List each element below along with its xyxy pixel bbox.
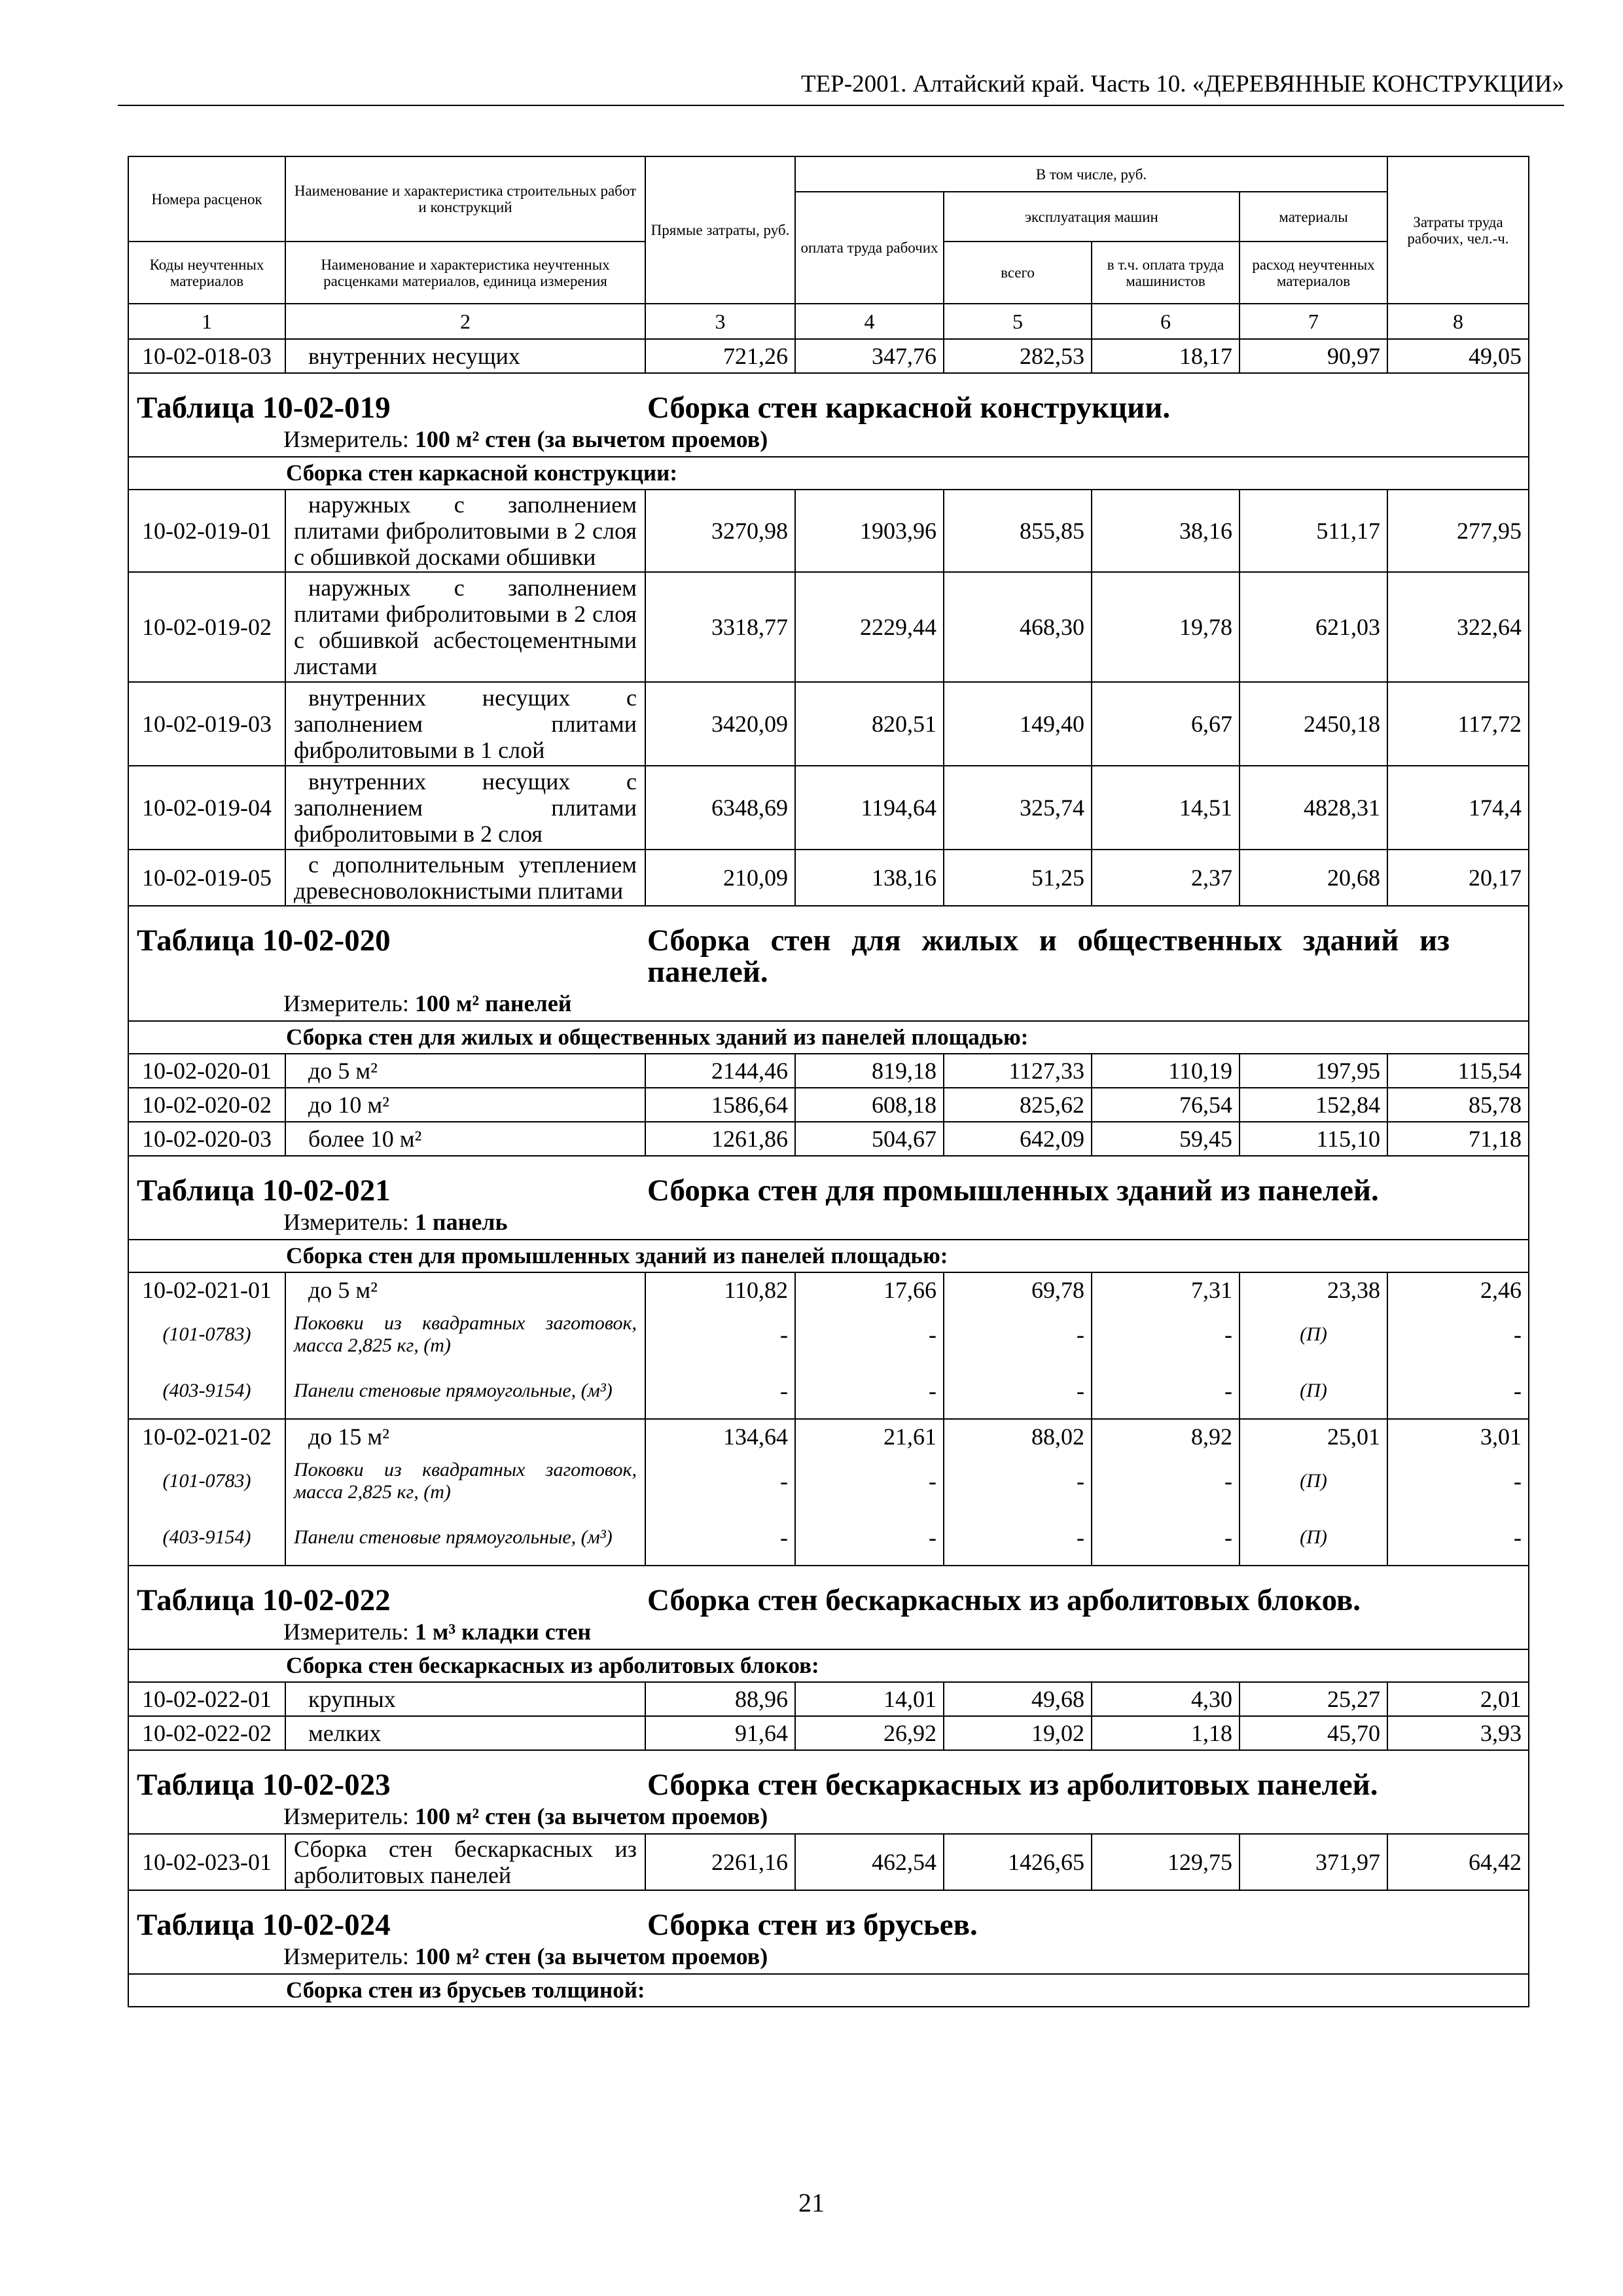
- row-name: более 10 м²: [285, 1122, 645, 1156]
- row-name: наружных с заполнением плитами фибролитовыми в 2 слоя с обшивкой асбестоцементными листами: [285, 572, 645, 682]
- labor-hours: 117,72: [1387, 682, 1529, 766]
- material-row: [128, 1509, 1529, 1566]
- table-number: Таблица 10-02-021: [137, 1174, 391, 1208]
- machine-cost: -: [944, 1306, 1092, 1363]
- table-number: Таблица 10-02-022: [137, 1583, 391, 1617]
- materials-cost: 115,10: [1240, 1122, 1387, 1156]
- operator-cost: 7,31: [1092, 1272, 1240, 1306]
- operator-cost: 8,92: [1092, 1419, 1240, 1453]
- col4-header: оплата труда рабочих: [795, 192, 944, 304]
- table-title: Сборка стен бескаркасных из арболитовых блоков.: [647, 1583, 1361, 1617]
- table-row: [128, 339, 1529, 373]
- labor-hours: 3,01: [1387, 1419, 1529, 1453]
- table-row: [128, 572, 1529, 682]
- row-code: 10-02-022-01: [128, 1682, 285, 1716]
- material-name: Панели стеновые прямоугольные, (м³): [285, 1509, 645, 1566]
- direct-cost: 3270,98: [645, 490, 795, 572]
- operator-cost: 18,17: [1092, 339, 1240, 373]
- labor-cost: 608,18: [795, 1088, 944, 1122]
- row-code: 10-02-021-02: [128, 1419, 285, 1453]
- direct-cost: 88,96: [645, 1682, 795, 1716]
- material-row: [128, 1453, 1529, 1509]
- direct-cost: -: [645, 1306, 795, 1363]
- machine-cost: 825,62: [944, 1088, 1092, 1122]
- labor-cost: 17,66: [795, 1272, 944, 1306]
- table-heading: [128, 1156, 1529, 1240]
- machine-cost: -: [944, 1509, 1092, 1566]
- material-code: (403-9154): [128, 1363, 285, 1419]
- table-heading: [128, 373, 1529, 457]
- machine-cost: -: [944, 1453, 1092, 1509]
- operator-cost: 14,51: [1092, 766, 1240, 850]
- direct-cost: 210,09: [645, 850, 795, 906]
- row-name: мелких: [285, 1716, 645, 1750]
- measure-unit: Измеритель: 100 м² стен (за вычетом проемов): [283, 1943, 768, 1969]
- row-code: 10-02-020-01: [128, 1054, 285, 1088]
- operator-cost: 129,75: [1092, 1834, 1240, 1890]
- materials-cost: 25,27: [1240, 1682, 1387, 1716]
- operator-cost: 6,67: [1092, 682, 1240, 766]
- table-number: Таблица 10-02-024: [137, 1908, 391, 1942]
- col-number: 3: [645, 304, 795, 339]
- table-title: Сборка стен из брусьев.: [647, 1908, 978, 1942]
- operator-cost: 76,54: [1092, 1088, 1240, 1122]
- measure-unit: Измеритель: 100 м² панелей: [283, 990, 572, 1016]
- table-number: Таблица 10-02-023: [137, 1768, 391, 1802]
- table-heading: [128, 1566, 1529, 1649]
- machine-cost: 325,74: [944, 766, 1092, 850]
- col-number: 1: [128, 304, 285, 339]
- table-title: Сборка стен бескаркасных из арболитовых панелей.: [647, 1768, 1378, 1802]
- running-header: ТЕР-2001. Алтайский край. Часть 10. «ДЕРЕВЯННЫЕ КОНСТРУКЦИИ»: [118, 64, 1564, 106]
- incl-header: В том числе, руб.: [795, 156, 1387, 192]
- table-row: [128, 766, 1529, 850]
- materials-cost: 23,38: [1240, 1272, 1387, 1306]
- material-row: [128, 1363, 1529, 1419]
- machine-cost: 69,78: [944, 1272, 1092, 1306]
- direct-cost: 134,64: [645, 1419, 795, 1453]
- materials-cost: (П): [1240, 1363, 1387, 1419]
- table-row: [128, 850, 1529, 906]
- labor-cost: 26,92: [795, 1716, 944, 1750]
- machine-cost: 468,30: [944, 572, 1092, 682]
- material-code: (101-0783): [128, 1306, 285, 1363]
- machines-header: эксплуатация машин: [944, 192, 1240, 242]
- table-row: [128, 1122, 1529, 1156]
- table-title: Сборка стен для промышленных зданий из панелей.: [647, 1174, 1379, 1208]
- row-name: Сборка стен бескаркасных из арболитовых панелей: [285, 1834, 645, 1890]
- operator-cost: 59,45: [1092, 1122, 1240, 1156]
- labor-hours: 3,93: [1387, 1716, 1529, 1750]
- materials-cost: (П): [1240, 1509, 1387, 1566]
- direct-cost: -: [645, 1453, 795, 1509]
- materials-cost: 2450,18: [1240, 682, 1387, 766]
- row-code: 10-02-019-01: [128, 490, 285, 572]
- col-number: 6: [1092, 304, 1240, 339]
- machine-cost: 19,02: [944, 1716, 1092, 1750]
- col3-header: Прямые затраты, руб.: [645, 156, 795, 304]
- price-table: [128, 156, 1529, 2007]
- labor-cost: 21,61: [795, 1419, 944, 1453]
- direct-cost: 1586,64: [645, 1088, 795, 1122]
- material-name: Панели стеновые прямоугольные, (м³): [285, 1363, 645, 1419]
- table-row: [128, 1419, 1529, 1453]
- col-number: 7: [1240, 304, 1387, 339]
- operator-cost: -: [1092, 1306, 1240, 1363]
- page-number: 21: [798, 2188, 825, 2217]
- row-name: внутренних несущих с заполнением плитами фибролитовыми в 2 слоя: [285, 766, 645, 850]
- operator-cost: 38,16: [1092, 490, 1240, 572]
- operator-cost: 4,30: [1092, 1682, 1240, 1716]
- labor-cost: 1194,64: [795, 766, 944, 850]
- labor-cost: -: [795, 1453, 944, 1509]
- labor-hours: 85,78: [1387, 1088, 1529, 1122]
- col-number: 4: [795, 304, 944, 339]
- row-code: 10-02-019-05: [128, 850, 285, 906]
- table-row: [128, 1088, 1529, 1122]
- table-heading: [128, 906, 1529, 1021]
- labor-cost: -: [795, 1306, 944, 1363]
- col-number: 5: [944, 304, 1092, 339]
- machine-cost: -: [944, 1363, 1092, 1419]
- direct-cost: -: [645, 1509, 795, 1566]
- labor-hours: -: [1387, 1363, 1529, 1419]
- col-number: 2: [285, 304, 645, 339]
- labor-hours: -: [1387, 1306, 1529, 1363]
- labor-hours: 71,18: [1387, 1122, 1529, 1156]
- table-heading: [128, 1890, 1529, 1974]
- table-number: Таблица 10-02-019: [137, 391, 391, 425]
- col1-header-b: Коды неучтенных материалов: [128, 242, 285, 304]
- table-title: Сборка стен для жилых и общественных зданий из панелей.: [647, 924, 1450, 989]
- table-title: Сборка стен каркасной конструкции.: [647, 391, 1171, 425]
- operator-cost: 2,37: [1092, 850, 1240, 906]
- labor-cost: 347,76: [795, 339, 944, 373]
- labor-cost: 2229,44: [795, 572, 944, 682]
- labor-cost: -: [795, 1363, 944, 1419]
- labor-cost: 1903,96: [795, 490, 944, 572]
- operator-cost: 110,19: [1092, 1054, 1240, 1088]
- labor-cost: 504,67: [795, 1122, 944, 1156]
- labor-hours: 64,42: [1387, 1834, 1529, 1890]
- direct-cost: 3420,09: [645, 682, 795, 766]
- labor-hours: 2,01: [1387, 1682, 1529, 1716]
- measure-unit: Измеритель: 100 м² стен (за вычетом проемов): [283, 426, 768, 452]
- group-heading: Сборка стен каркасной конструкции:: [128, 457, 1529, 490]
- labor-cost: 14,01: [795, 1682, 944, 1716]
- direct-cost: 1261,86: [645, 1122, 795, 1156]
- labor-cost: 462,54: [795, 1834, 944, 1890]
- materials-cost: (П): [1240, 1453, 1387, 1509]
- direct-cost: 110,82: [645, 1272, 795, 1306]
- materials-cost: 25,01: [1240, 1419, 1387, 1453]
- machine-cost: 642,09: [944, 1122, 1092, 1156]
- row-code: 10-02-020-03: [128, 1122, 285, 1156]
- machine-cost: 1127,33: [944, 1054, 1092, 1088]
- materials-cost: 371,97: [1240, 1834, 1387, 1890]
- materials-cost: 197,95: [1240, 1054, 1387, 1088]
- machine-cost: 855,85: [944, 490, 1092, 572]
- col-number: 8: [1387, 304, 1529, 339]
- labor-hours: 115,54: [1387, 1054, 1529, 1088]
- col5-header: всего: [944, 242, 1092, 304]
- direct-cost: 6348,69: [645, 766, 795, 850]
- materials-cost: 511,17: [1240, 490, 1387, 572]
- row-name: с дополнительным утеплением древесноволокнистыми плитами: [285, 850, 645, 906]
- row-code: 10-02-019-04: [128, 766, 285, 850]
- materials-cost: 152,84: [1240, 1088, 1387, 1122]
- table-row: [128, 1682, 1529, 1716]
- row-code: 10-02-022-02: [128, 1716, 285, 1750]
- measure-unit: Измеритель: 1 панель: [283, 1209, 508, 1235]
- group-heading: Сборка стен бескаркасных из арболитовых блоков:: [128, 1649, 1529, 1682]
- labor-hours: 277,95: [1387, 490, 1529, 572]
- table-row: [128, 682, 1529, 766]
- col1-header-a: Номера расценок: [128, 156, 285, 242]
- row-name: наружных с заполнением плитами фибролитовыми в 2 слоя с обшивкой досками обшивки: [285, 490, 645, 572]
- table-row: [128, 1834, 1529, 1890]
- table-row: [128, 1716, 1529, 1750]
- labor-hours: 20,17: [1387, 850, 1529, 906]
- operator-cost: 19,78: [1092, 572, 1240, 682]
- row-name: внутренних несущих: [285, 339, 645, 373]
- direct-cost: 91,64: [645, 1716, 795, 1750]
- labor-hours: 49,05: [1387, 339, 1529, 373]
- labor-hours: -: [1387, 1509, 1529, 1566]
- group-heading: Сборка стен для промышленных зданий из панелей площадью:: [128, 1240, 1529, 1272]
- labor-cost: 819,18: [795, 1054, 944, 1088]
- col7-header: расход неучтенных материалов: [1240, 242, 1387, 304]
- materials-cost: (П): [1240, 1306, 1387, 1363]
- measure-unit: Измеритель: 100 м² стен (за вычетом проемов): [283, 1803, 768, 1829]
- direct-cost: 2144,46: [645, 1054, 795, 1088]
- material-name: Поковки из квадратных заготовок, масса 2,825 кг, (т): [285, 1453, 645, 1509]
- table-heading: [128, 1750, 1529, 1834]
- machine-cost: 88,02: [944, 1419, 1092, 1453]
- labor-cost: 820,51: [795, 682, 944, 766]
- machine-cost: 1426,65: [944, 1834, 1092, 1890]
- direct-cost: 721,26: [645, 339, 795, 373]
- labor-hours: 322,64: [1387, 572, 1529, 682]
- labor-cost: -: [795, 1509, 944, 1566]
- material-code: (403-9154): [128, 1509, 285, 1566]
- table-number: Таблица 10-02-020: [137, 924, 391, 958]
- col6-header: в т.ч. оплата труда машинистов: [1092, 242, 1240, 304]
- col2-header-a: Наименование и характеристика строительных работ и конструкций: [285, 156, 645, 242]
- materials-header: материалы: [1240, 192, 1387, 242]
- row-name: до 15 м²: [285, 1419, 645, 1453]
- operator-cost: -: [1092, 1453, 1240, 1509]
- row-name: до 5 м²: [285, 1272, 645, 1306]
- operator-cost: -: [1092, 1363, 1240, 1419]
- operator-cost: 1,18: [1092, 1716, 1240, 1750]
- materials-cost: 621,03: [1240, 572, 1387, 682]
- machine-cost: 282,53: [944, 339, 1092, 373]
- table-row: [128, 1054, 1529, 1088]
- row-name: до 5 м²: [285, 1054, 645, 1088]
- materials-cost: 90,97: [1240, 339, 1387, 373]
- direct-cost: -: [645, 1363, 795, 1419]
- row-name: внутренних несущих с заполнением плитами фибролитовыми в 1 слой: [285, 682, 645, 766]
- row-code: 10-02-018-03: [128, 339, 285, 373]
- row-code: 10-02-019-03: [128, 682, 285, 766]
- machine-cost: 51,25: [944, 850, 1092, 906]
- labor-hours: 2,46: [1387, 1272, 1529, 1306]
- row-code: 10-02-020-02: [128, 1088, 285, 1122]
- labor-hours: 174,4: [1387, 766, 1529, 850]
- machine-cost: 149,40: [944, 682, 1092, 766]
- col2-header-b: Наименование и характеристика неучтенных расценками материалов, единица измерения: [285, 242, 645, 304]
- table-row: [128, 1272, 1529, 1306]
- group-heading: Сборка стен из брусьев толщиной:: [128, 1974, 1529, 2007]
- row-code: 10-02-021-01: [128, 1272, 285, 1306]
- labor-hours: -: [1387, 1453, 1529, 1509]
- row-code: 10-02-019-02: [128, 572, 285, 682]
- row-name: до 10 м²: [285, 1088, 645, 1122]
- measure-unit: Измеритель: 1 м³ кладки стен: [283, 1619, 592, 1645]
- direct-cost: 3318,77: [645, 572, 795, 682]
- operator-cost: -: [1092, 1509, 1240, 1566]
- direct-cost: 2261,16: [645, 1834, 795, 1890]
- material-row: [128, 1306, 1529, 1363]
- table-row: [128, 490, 1529, 572]
- group-heading: Сборка стен для жилых и общественных зданий из панелей площадью:: [128, 1021, 1529, 1054]
- col8-header: Затраты труда рабочих, чел.-ч.: [1387, 156, 1529, 304]
- material-name: Поковки из квадратных заготовок, масса 2,825 кг, (т): [285, 1306, 645, 1363]
- materials-cost: 4828,31: [1240, 766, 1387, 850]
- machine-cost: 49,68: [944, 1682, 1092, 1716]
- material-code: (101-0783): [128, 1453, 285, 1509]
- materials-cost: 20,68: [1240, 850, 1387, 906]
- materials-cost: 45,70: [1240, 1716, 1387, 1750]
- row-code: 10-02-023-01: [128, 1834, 285, 1890]
- labor-cost: 138,16: [795, 850, 944, 906]
- row-name: крупных: [285, 1682, 645, 1716]
